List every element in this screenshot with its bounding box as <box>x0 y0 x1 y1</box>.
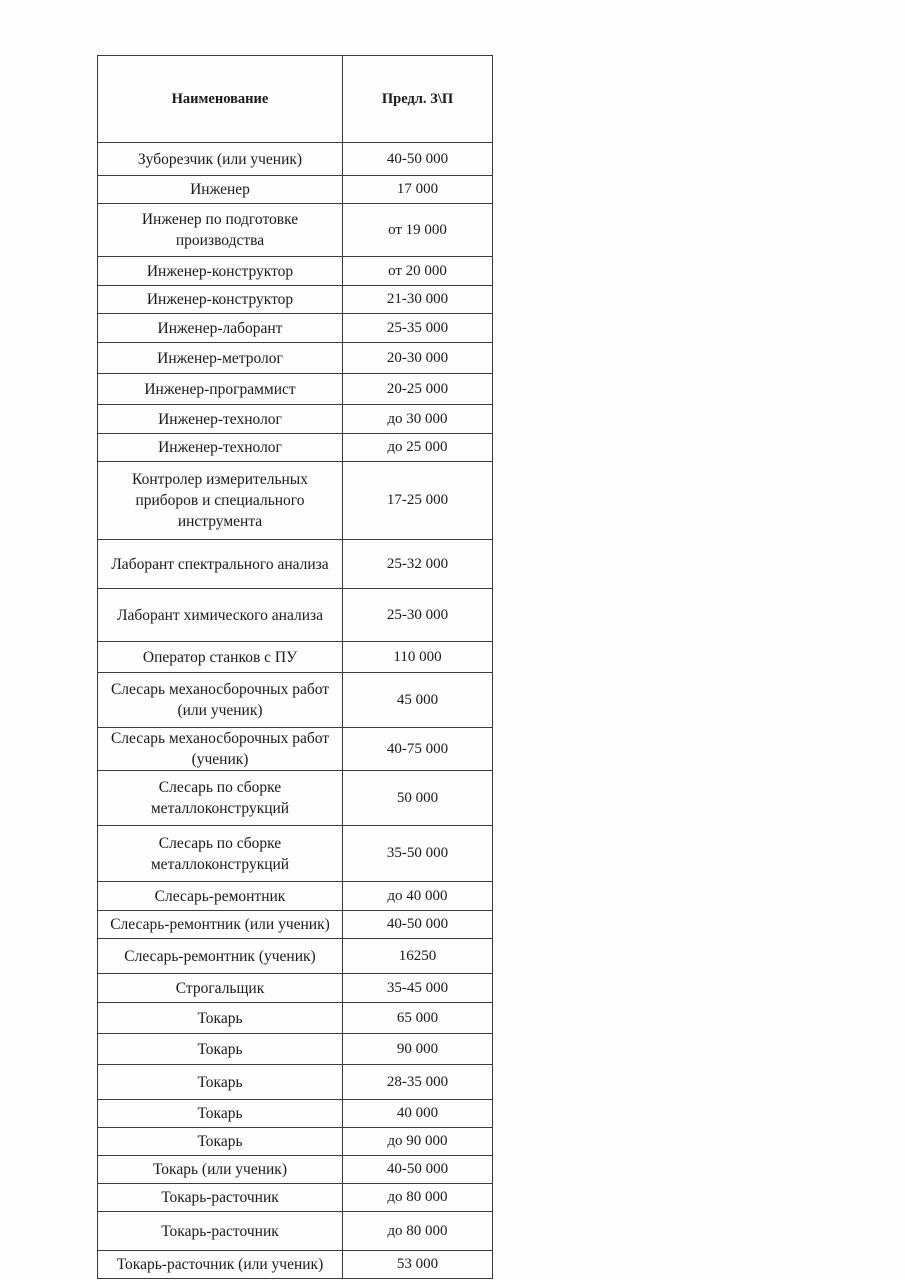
table-row <box>98 1184 493 1212</box>
position-name: Зуборезчик (или ученик) <box>98 143 343 176</box>
salary-offer: 25-30 000 <box>343 589 493 642</box>
position-name: Инженер-технолог <box>98 405 343 434</box>
table-row <box>98 143 493 176</box>
table-row <box>98 374 493 405</box>
salary-offer: 20-25 000 <box>343 374 493 405</box>
salary-offer: 35-45 000 <box>343 974 493 1003</box>
position-name: Токарь-расточник <box>98 1184 343 1212</box>
table-row <box>98 771 493 826</box>
table-row <box>98 1003 493 1034</box>
salary-offer: 40-50 000 <box>343 911 493 939</box>
position-name: Инженер <box>98 176 343 204</box>
salary-offer: 45 000 <box>343 673 493 728</box>
table-row <box>98 1251 493 1279</box>
position-name: Инженер-конструктор <box>98 257 343 286</box>
position-name: Токарь <box>98 1100 343 1128</box>
salary-offer: до 80 000 <box>343 1212 493 1251</box>
salary-offer: 28-35 000 <box>343 1065 493 1100</box>
salary-offer: до 30 000 <box>343 405 493 434</box>
salary-offer: 17-25 000 <box>343 462 493 540</box>
salary-offer: 40-75 000 <box>343 728 493 771</box>
position-name: Токарь <box>98 1034 343 1065</box>
table-row <box>98 589 493 642</box>
salary-table <box>97 55 493 1279</box>
salary-offer: 25-32 000 <box>343 540 493 589</box>
header-row <box>98 56 493 143</box>
salary-offer: 35-50 000 <box>343 826 493 882</box>
salary-offer: 40-50 000 <box>343 143 493 176</box>
position-name: Слесарь-ремонтник (ученик) <box>98 939 343 974</box>
table-row <box>98 882 493 911</box>
salary-offer: до 40 000 <box>343 882 493 911</box>
table-row <box>98 1065 493 1100</box>
position-name: Слесарь механосборочных работ (или ученик) <box>98 673 343 728</box>
position-name: Инженер-конструктор <box>98 286 343 314</box>
position-name: Токарь-расточник <box>98 1212 343 1251</box>
salary-offer: 40 000 <box>343 1100 493 1128</box>
salary-offer: до 80 000 <box>343 1184 493 1212</box>
position-name: Слесарь-ремонтник (или ученик) <box>98 911 343 939</box>
table-row <box>98 434 493 462</box>
salary-offer: 20-30 000 <box>343 343 493 374</box>
table-row <box>98 1034 493 1065</box>
position-name: Инженер-метролог <box>98 343 343 374</box>
table-row <box>98 728 493 771</box>
position-name: Слесарь по сборке металлоконструкций <box>98 771 343 826</box>
table-row <box>98 314 493 343</box>
position-name: Токарь (или ученик) <box>98 1156 343 1184</box>
salary-offer: до 90 000 <box>343 1128 493 1156</box>
table-row <box>98 1100 493 1128</box>
table-row <box>98 673 493 728</box>
position-name: Инженер-лаборант <box>98 314 343 343</box>
table-row <box>98 405 493 434</box>
position-name: Контролер измерительных приборов и специального инструмента <box>98 462 343 540</box>
table-row <box>98 286 493 314</box>
salary-offer: 17 000 <box>343 176 493 204</box>
header-salary: Предл. З\П <box>343 56 493 143</box>
position-name: Оператор станков с ПУ <box>98 642 343 673</box>
table-row <box>98 176 493 204</box>
salary-offer: от 20 000 <box>343 257 493 286</box>
salary-offer: 25-35 000 <box>343 314 493 343</box>
position-name: Лаборант спектрального анализа <box>98 540 343 589</box>
position-name: Токарь <box>98 1128 343 1156</box>
table-row <box>98 1212 493 1251</box>
table-row <box>98 974 493 1003</box>
table-row <box>98 939 493 974</box>
salary-offer: от 19 000 <box>343 204 493 257</box>
table-row <box>98 642 493 673</box>
salary-offer: 65 000 <box>343 1003 493 1034</box>
salary-offer: 53 000 <box>343 1251 493 1279</box>
salary-offer: 40-50 000 <box>343 1156 493 1184</box>
position-name: Слесарь механосборочных работ (ученик) <box>98 728 343 771</box>
position-name: Слесарь-ремонтник <box>98 882 343 911</box>
table-row <box>98 911 493 939</box>
header-name: Наименование <box>98 56 343 143</box>
position-name: Инженер-технолог <box>98 434 343 462</box>
position-name: Токарь-расточник (или ученик) <box>98 1251 343 1279</box>
salary-offer: 50 000 <box>343 771 493 826</box>
table-row <box>98 1156 493 1184</box>
position-name: Лаборант химического анализа <box>98 589 343 642</box>
salary-offer: до 25 000 <box>343 434 493 462</box>
table-row <box>98 540 493 589</box>
salary-offer: 110 000 <box>343 642 493 673</box>
table-row <box>98 257 493 286</box>
position-name: Токарь <box>98 1003 343 1034</box>
salary-offer: 16250 <box>343 939 493 974</box>
table-row <box>98 204 493 257</box>
table-row <box>98 1128 493 1156</box>
position-name: Строгальщик <box>98 974 343 1003</box>
position-name: Слесарь по сборке металлоконструкций <box>98 826 343 882</box>
table-row <box>98 343 493 374</box>
table-row <box>98 462 493 540</box>
position-name: Токарь <box>98 1065 343 1100</box>
salary-offer: 21-30 000 <box>343 286 493 314</box>
position-name: Инженер-программист <box>98 374 343 405</box>
salary-offer: 90 000 <box>343 1034 493 1065</box>
table-body <box>98 143 493 1279</box>
table-row <box>98 826 493 882</box>
position-name: Инженер по подготовке производства <box>98 204 343 257</box>
